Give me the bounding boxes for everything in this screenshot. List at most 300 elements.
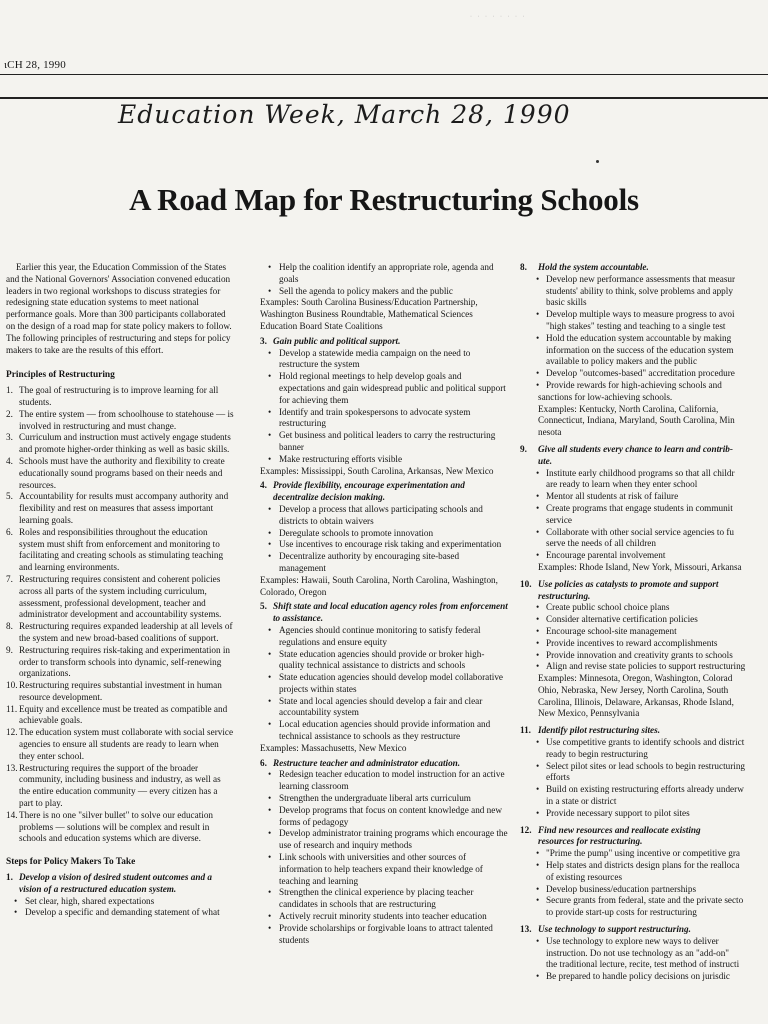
bullet-dot: • xyxy=(268,503,272,514)
step-title xyxy=(520,262,768,274)
bullet-text: Develop programs that focus on content knowledge and new forms of pedagogy xyxy=(279,804,502,827)
bullet-item xyxy=(520,626,768,638)
bullet-item xyxy=(520,527,768,539)
principle-item xyxy=(6,727,234,762)
bullet-continuation xyxy=(520,749,768,761)
examples-text: sanctions for low-achieving schools. xyxy=(538,391,673,402)
principle-text: The education system must collaborate with social service agencies to ensure all students are ready to learn when they enter school. xyxy=(19,727,234,761)
bullet-dot: • xyxy=(268,648,272,659)
principle-item xyxy=(6,621,234,645)
step-1-bullets xyxy=(6,896,234,920)
principle-text: Restructuring requires the support of the broader community, including business and industry, as well as the entire education community — every citizen has a part to play. xyxy=(19,762,221,809)
bullet-dot: • xyxy=(536,883,540,894)
bullet-item xyxy=(260,539,508,551)
step-number: 9. xyxy=(520,443,527,454)
principles-heading: Principles of Restructuring xyxy=(6,370,115,381)
bullet-item xyxy=(520,860,768,872)
bullet-text: Link schools with universities and other sources of information to help teachers expand their knowledge of teaching and learning xyxy=(279,852,483,886)
header-date: ιCH 28, 1990 xyxy=(4,59,66,71)
bullet-text: Mentor all students at risk of failure xyxy=(546,491,679,502)
bullet-dot: • xyxy=(536,637,540,648)
bullet-text: basic skills xyxy=(546,297,587,308)
principle-number: 14. xyxy=(6,809,18,820)
step-title xyxy=(260,758,508,770)
bullet-text: Build on existing restructuring efforts already underw xyxy=(546,784,744,795)
bullet-text: Provide rewards for high-achieving schools and xyxy=(546,379,722,390)
bullet-text: Agencies should continue monitoring to satisfy federal regulations and ensure equity xyxy=(279,624,481,647)
coalition-examples: Examples: South Carolina Business/Education Partnership, Washington Business Roundtable, Mathematical Sciences Education Board State Coalitions xyxy=(260,297,478,331)
principle-text: There is no one "silver bullet" to solve our education problems — solutions will be complex and result in schools and education systems which are diverse. xyxy=(19,809,214,844)
bullet-continuation xyxy=(520,538,768,550)
principle-text: Equity and excellence must be treated as compatible and achievable goals. xyxy=(19,703,228,726)
examples-line xyxy=(520,697,768,709)
step-title xyxy=(520,444,768,456)
bullet-item xyxy=(520,650,768,662)
bullet-dot: • xyxy=(536,526,540,537)
principles-list xyxy=(6,385,234,845)
bullet-text: Strengthen the undergraduate liberal arts curriculum xyxy=(279,793,471,804)
bullet-text: Provide scholarships or forgivable loans to attract talented students xyxy=(279,922,493,945)
principle-number: 6. xyxy=(6,526,13,537)
principle-item xyxy=(6,385,234,409)
step-title-text: Gain public and political support. xyxy=(273,335,401,346)
bullet-item xyxy=(260,348,508,372)
bullet-text: Consider alternative certification policies xyxy=(546,614,698,625)
examples-line xyxy=(520,673,768,685)
bullet-text: are ready to learn when they enter school xyxy=(546,479,698,490)
bullet-item xyxy=(260,719,508,743)
bullet-text: service xyxy=(546,514,573,525)
examples-line xyxy=(520,415,768,427)
bullet-text: Provide incentives to reward accomplishments xyxy=(546,637,718,648)
bullet-text: the traditional lecture, recite, test method of instructi xyxy=(546,959,740,970)
bullet-item xyxy=(260,923,508,947)
bullet-dot: • xyxy=(268,285,272,296)
step-title xyxy=(260,480,508,504)
step-title xyxy=(520,825,768,837)
principle-item xyxy=(6,763,234,810)
principle-number: 11. xyxy=(6,703,18,714)
principle-item xyxy=(6,432,234,456)
step-title-continued xyxy=(520,591,768,603)
examples-text: Carolina, Illinois, Delaware, Arkansas, Rhode Island, xyxy=(538,696,734,707)
bullet-text: Encourage school-site management xyxy=(546,625,677,636)
step-title xyxy=(260,601,508,625)
bullet-item xyxy=(520,737,768,749)
examples-text: Connecticut, Indiana, Maryland, South Carolina, Min xyxy=(538,415,735,426)
bullet-item xyxy=(260,430,508,454)
bullet-dot: • xyxy=(536,550,540,561)
bullet-text: Help states and districts design plans for the realloca xyxy=(546,860,740,871)
bullet-text: students' ability to think, solve problems and apply xyxy=(546,285,733,296)
bullet-text: Hold regional meetings to help develop goals and expectations and gain widespread public and political support for achieving them xyxy=(279,371,506,405)
bullet-dot: • xyxy=(268,347,272,358)
bullet-item xyxy=(260,911,508,923)
step-title-text: ute. xyxy=(538,455,553,466)
bullet-dot: • xyxy=(536,368,540,379)
bullet-dot: • xyxy=(268,371,272,382)
principle-item xyxy=(6,491,234,526)
bullet-continuation xyxy=(520,907,768,919)
bullet-continuation xyxy=(520,321,768,333)
step-number: 4. xyxy=(260,480,267,491)
examples-text: New Mexico, Pennsylvania xyxy=(538,708,640,719)
bullet-item xyxy=(6,896,234,908)
bullet-item xyxy=(520,848,768,860)
bullet-dot: • xyxy=(536,309,540,320)
principle-number: 2. xyxy=(6,408,13,419)
bullet-text: instruction. Do not use technology as an "add-on" xyxy=(546,947,730,958)
bullet-text: Develop multiple ways to measure progress to avoi xyxy=(546,309,735,320)
bullet-dot: • xyxy=(536,602,540,613)
bullet-dot: • xyxy=(536,649,540,660)
bullet-dot: • xyxy=(268,887,272,898)
bullet-item xyxy=(260,504,508,528)
principle-item xyxy=(6,680,234,704)
principle-number: 8. xyxy=(6,621,13,632)
bullet-dot: • xyxy=(14,907,18,918)
bullet-item xyxy=(260,828,508,852)
bullet-item xyxy=(260,262,508,286)
bullet-continuation xyxy=(520,297,768,309)
bullet-text: "Prime the pump" using incentive or competitive gra xyxy=(546,848,741,859)
step-title-text: resources for restructuring. xyxy=(538,836,643,847)
bullet-text: State and local agencies should develop a fair and clear accountability system xyxy=(279,695,483,718)
bullet-dot: • xyxy=(536,971,540,982)
bullet-text: efforts xyxy=(546,772,570,783)
step-title-continued xyxy=(520,456,768,468)
scan-speckle: · · · · · · · · xyxy=(470,14,527,20)
bullet-item xyxy=(520,784,768,796)
examples-text: nesota xyxy=(538,427,562,438)
step-number: 13. xyxy=(520,924,532,935)
bullet-text: Get business and political leaders to carry the restructuring banner xyxy=(279,430,496,452)
bullet-dot: • xyxy=(268,672,272,683)
examples-line xyxy=(520,562,768,574)
step-title-text: Shift state and local education agency roles from enforcement to assistance. xyxy=(273,601,508,624)
bullet-item xyxy=(260,286,508,298)
bullet-dot: • xyxy=(268,852,272,863)
step-title-text: restructuring. xyxy=(538,590,591,601)
bullet-continuation xyxy=(520,796,768,808)
bullet-text: Collaborate with other social service agencies to fu xyxy=(546,526,735,537)
bullet-dot: • xyxy=(536,935,540,946)
principle-text: Curriculum and instruction must actively engage students and promote higher-order thinking as well as basic skills. xyxy=(19,432,231,455)
bullet-dot: • xyxy=(268,695,272,706)
step-number: 12. xyxy=(520,824,532,835)
step-1-title: 1. Develop a vision of desired student outcomes and a vision of a restructured education system. xyxy=(6,872,212,894)
bullet-item xyxy=(260,649,508,673)
bullet-text: Hold the education system accountable by making xyxy=(546,332,732,343)
bullet-text: State education agencies should develop model collaborative projects within states xyxy=(279,672,503,694)
bullet-dot: • xyxy=(536,502,540,513)
examples-line xyxy=(520,392,768,404)
bullet-continuation xyxy=(520,772,768,784)
examples-text: Examples: Rhode Island, New York, Missouri, Arkansa xyxy=(538,561,742,572)
bullet-text: Help the coalition identify an appropriate role, agenda and goals xyxy=(279,262,494,284)
principle-number: 4. xyxy=(6,455,13,466)
principle-number: 10. xyxy=(6,680,18,691)
principle-item xyxy=(6,527,234,574)
step-number: 3. xyxy=(260,335,267,346)
step-title xyxy=(520,579,768,591)
bullet-item xyxy=(520,380,768,392)
principle-number: 5. xyxy=(6,491,13,502)
bullet-item xyxy=(260,454,508,466)
bullet-dot: • xyxy=(268,911,272,922)
bullet-item xyxy=(520,274,768,286)
bullet-dot: • xyxy=(536,625,540,636)
bullet-item xyxy=(260,528,508,540)
bullet-text: "high stakes" testing and teaching to a single test xyxy=(546,320,726,331)
bullet-text: of existing resources xyxy=(546,871,623,882)
bullet-continuation xyxy=(520,515,768,527)
bullet-text: Provide innovation and creativity grants to schools xyxy=(546,649,733,660)
bullet-text: Set clear, high, shared expectations xyxy=(25,895,155,906)
bullet-continuation xyxy=(520,948,768,960)
step-number: 6. xyxy=(260,757,267,768)
bullet-dot: • xyxy=(536,784,540,795)
bullet-text: Make restructuring efforts visible xyxy=(279,453,403,464)
bullet-item xyxy=(520,491,768,503)
steps-list xyxy=(260,336,508,947)
header-rule xyxy=(0,74,768,75)
bullet-dot: • xyxy=(536,737,540,748)
step-number: 10. xyxy=(520,578,532,589)
bullet-item xyxy=(260,551,508,575)
column-1 xyxy=(6,262,234,919)
bullet-text: Develop a statewide media campaign on the need to restructure the system xyxy=(279,347,471,370)
principle-number: 13. xyxy=(6,762,18,773)
principle-text: Schools must have the authority and flexibility to create educationally sound programs based on their needs and resources. xyxy=(19,455,225,490)
bullet-text: Develop a process that allows participating schools and districts to obtain waivers xyxy=(279,503,483,526)
bullet-dot: • xyxy=(268,719,272,730)
bullet-item xyxy=(6,907,234,919)
coalition-bullets xyxy=(260,262,508,297)
bullet-text: Secure grants from federal, state and the private secto xyxy=(546,895,744,906)
step-title xyxy=(520,924,768,936)
handwritten-annotation: Education Week, March 28, 1990 xyxy=(118,100,571,129)
bullet-item xyxy=(520,309,768,321)
bullet-text: Institute early childhood programs so that all childr xyxy=(546,467,735,478)
bullet-text: Be prepared to handle policy decisions on jurisdic xyxy=(546,971,730,982)
bullet-dot: • xyxy=(268,624,272,635)
bullet-dot: • xyxy=(536,614,540,625)
bullet-item xyxy=(520,368,768,380)
bullet-text: State education agencies should provide or broker high-quality technical assistance to districts and schools xyxy=(279,648,485,671)
bullet-text: Redesign teacher education to model instruction for an active learning classroom xyxy=(279,769,505,792)
bullet-text: Sell the agenda to policy makers and the public xyxy=(279,285,454,296)
bullet-text: Strengthen the clinical experience by placing teacher candidates in schools that are restructuring xyxy=(279,887,474,910)
step-title xyxy=(520,725,768,737)
step-examples: Examples: Massachusetts, New Mexico xyxy=(260,742,407,753)
bullet-item xyxy=(520,661,768,673)
bullet-dot: • xyxy=(268,539,272,550)
principle-number: 12. xyxy=(6,727,18,738)
bullet-item xyxy=(260,805,508,829)
examples-line xyxy=(520,685,768,697)
bullet-text: Develop a specific and demanding statement of what xyxy=(25,907,220,918)
bullet-dot: • xyxy=(536,273,540,284)
bullet-item xyxy=(520,971,768,983)
bullet-item xyxy=(260,793,508,805)
bullet-item xyxy=(520,895,768,907)
intro-paragraph: Earlier this year, the Education Commission of the States and the National Governors' Association convened education leaders in two regional workshops to discuss strategies for redesigning state education systems to meet national performance goals. More than 300 participants collaborated on the design of a road map for state policy makers to follow. The following principles of restructuring and steps for policy makers to take are the results of this effort. xyxy=(6,262,232,355)
bullet-text: Decentralize authority by encouraging site-based management xyxy=(279,551,460,573)
bullet-item xyxy=(260,371,508,406)
bullet-continuation xyxy=(520,959,768,971)
bullet-dot: • xyxy=(268,453,272,464)
bullet-dot: • xyxy=(536,760,540,771)
step-number: 8. xyxy=(520,262,527,272)
bullet-continuation xyxy=(520,356,768,368)
examples-text: Ohio, Nebraska, New Jersey, North Carolina, South xyxy=(538,684,729,695)
bullet-text: Develop administrator training programs which encourage the use of research and inquiry methods xyxy=(279,828,508,851)
bullet-text: Provide necessary support to pilot sites xyxy=(546,807,690,818)
bullet-continuation xyxy=(520,479,768,491)
examples-line xyxy=(520,708,768,720)
step-title-text: Find new resources and reallocate existing xyxy=(538,824,701,835)
bullet-dot: • xyxy=(536,491,540,502)
principle-text: Accountability for results must accompany authority and flexibility and rest on measures that assess important learning goals. xyxy=(19,491,229,525)
principle-text: Restructuring requires substantial investment in human resource development. xyxy=(19,680,222,702)
bullet-continuation xyxy=(520,286,768,298)
step-number: 5. xyxy=(260,601,267,612)
bullet-text: Select pilot sites or lead schools to begin restructuring xyxy=(546,760,746,771)
column-3 xyxy=(520,262,768,983)
examples-text: Examples: Minnesota, Oregon, Washington, Colorad xyxy=(538,673,733,684)
bullet-dot: • xyxy=(268,804,272,815)
bullet-item xyxy=(520,503,768,515)
bullet-text: Use incentives to encourage risk taking and experimentation xyxy=(279,539,502,550)
bullet-dot: • xyxy=(268,430,272,441)
column-2 xyxy=(260,262,508,946)
step-title-text: Hold the system accountable. xyxy=(538,262,649,272)
bullet-text: Create public school choice plans xyxy=(546,602,670,613)
step-number: 11. xyxy=(520,725,531,736)
principle-item xyxy=(6,574,234,621)
bullet-text: ready to begin restructuring xyxy=(546,748,648,759)
bullet-continuation xyxy=(520,345,768,357)
step-examples: Examples: Mississippi, South Carolina, Arkansas, New Mexico xyxy=(260,465,494,476)
bullet-item xyxy=(520,550,768,562)
bullet-dot: • xyxy=(268,793,272,804)
principle-item xyxy=(6,409,234,433)
bullet-item xyxy=(260,887,508,911)
bullet-item xyxy=(260,407,508,431)
bullet-item xyxy=(520,936,768,948)
bullet-item xyxy=(260,696,508,720)
bullet-text: in a state or district xyxy=(546,796,617,807)
principle-item xyxy=(6,456,234,491)
principle-item xyxy=(6,704,234,728)
bullet-dot: • xyxy=(536,467,540,478)
principle-item xyxy=(6,645,234,680)
bullet-item xyxy=(520,333,768,345)
principle-number: 1. xyxy=(6,385,13,396)
bullet-text: information on the success of the education system xyxy=(546,344,734,355)
step-title-text: Restructure teacher and administrator education. xyxy=(273,757,461,768)
bullet-dot: • xyxy=(536,332,540,343)
principle-number: 9. xyxy=(6,644,13,655)
bullet-text: Develop business/education partnerships xyxy=(546,883,697,894)
bullet-text: Local education agencies should provide information and technical assistance to schools as they restructure xyxy=(279,719,491,742)
bullet-text: Develop new performance assessments that measur xyxy=(546,273,736,284)
bullet-text: Identify and train spokespersons to advocate system restructuring xyxy=(279,406,471,429)
examples-line xyxy=(520,404,768,416)
step-title-text: Provide flexibility, encourage experimentation and decentralize decision making. xyxy=(273,480,465,503)
bullet-dot: • xyxy=(268,769,272,780)
bullet-text: Align and revise state policies to support restructuring xyxy=(546,661,746,672)
step-title xyxy=(260,336,508,348)
bullet-item xyxy=(520,602,768,614)
bullet-text: Use competitive grants to identify schools and district xyxy=(546,737,745,748)
step-title-continued xyxy=(520,836,768,848)
bullet-item xyxy=(260,852,508,887)
article-title: A Road Map for Restructuring Schools xyxy=(129,182,639,217)
bullet-text: to provide start-up costs for restructuring xyxy=(546,907,697,918)
bullet-text: Develop "outcomes-based" accreditation procedure xyxy=(546,368,735,379)
bullet-continuation xyxy=(520,872,768,884)
steps-continued xyxy=(520,262,768,983)
bullet-text: Create programs that engage students in communit xyxy=(546,502,733,513)
bullet-dot: • xyxy=(536,848,540,859)
principle-text: Restructuring requires consistent and coherent policies across all parts of the system including curriculum, assessment, professional development, teacher and administrator development and accountability systems. xyxy=(19,573,222,620)
bullet-dot: • xyxy=(268,406,272,417)
principle-number: 7. xyxy=(6,573,13,584)
bullet-text: serve the needs of all children xyxy=(546,538,656,549)
bullet-text: Deregulate schools to promote innovation xyxy=(279,527,434,538)
bullet-dot: • xyxy=(536,661,540,672)
bullet-dot: • xyxy=(268,551,272,562)
principle-number: 3. xyxy=(6,432,13,443)
bullet-item xyxy=(260,769,508,793)
examples-line xyxy=(520,427,768,439)
bullet-dot: • xyxy=(536,379,540,390)
bullet-text: available to policy makers and the public xyxy=(546,356,698,367)
bullet-dot: • xyxy=(536,895,540,906)
bullet-dot: • xyxy=(268,262,272,272)
bullet-dot: • xyxy=(536,860,540,871)
step-title-text: Use technology to support restructuring. xyxy=(538,924,691,935)
step-title-text: Give all students every chance to learn and contrib- xyxy=(538,443,733,454)
principle-text: Restructuring requires risk-taking and experimentation in order to transform schools into dynamic, self-renewing organizations. xyxy=(19,644,230,679)
bullet-item xyxy=(520,808,768,820)
bullet-text: Use technology to explore new ways to deliver xyxy=(546,935,719,946)
bullet-text: Actively recruit minority students into teacher education xyxy=(279,911,487,922)
scan-mark xyxy=(596,160,599,163)
principle-text: The goal of restructuring is to improve learning for all students. xyxy=(19,385,219,407)
step-examples: Examples: Hawaii, South Carolina, North Carolina, Washington, Colorado, Oregon xyxy=(260,574,498,597)
bullet-text: Encourage parental involvement xyxy=(546,550,666,561)
step-title-text: Use policies as catalysts to promote and support xyxy=(538,578,719,589)
bullet-dot: • xyxy=(268,922,272,933)
principle-text: The entire system — from schoolhouse to statehouse — is involved in restructuring and must change. xyxy=(19,408,234,431)
principle-text: Restructuring requires expanded leadership at all levels of the system and new broad-based coalitions of support. xyxy=(19,621,233,643)
bullet-dot: • xyxy=(268,828,272,839)
bullet-item xyxy=(520,468,768,480)
bullet-item xyxy=(520,761,768,773)
principle-text: Roles and responsibilities throughout the education system must shift from enforcement and monitoring to facilitating and creating schools as stimulating teaching and learning environments. xyxy=(19,526,224,573)
steps-heading: Steps for Policy Makers To Take xyxy=(6,857,136,868)
bullet-dot: • xyxy=(14,895,18,906)
header-rule-bottom xyxy=(0,97,768,99)
bullet-dot: • xyxy=(536,807,540,818)
step-title-text: Identify pilot restructuring sites. xyxy=(538,725,661,736)
bullet-item xyxy=(520,638,768,650)
bullet-item xyxy=(520,614,768,626)
bullet-dot: • xyxy=(268,527,272,538)
